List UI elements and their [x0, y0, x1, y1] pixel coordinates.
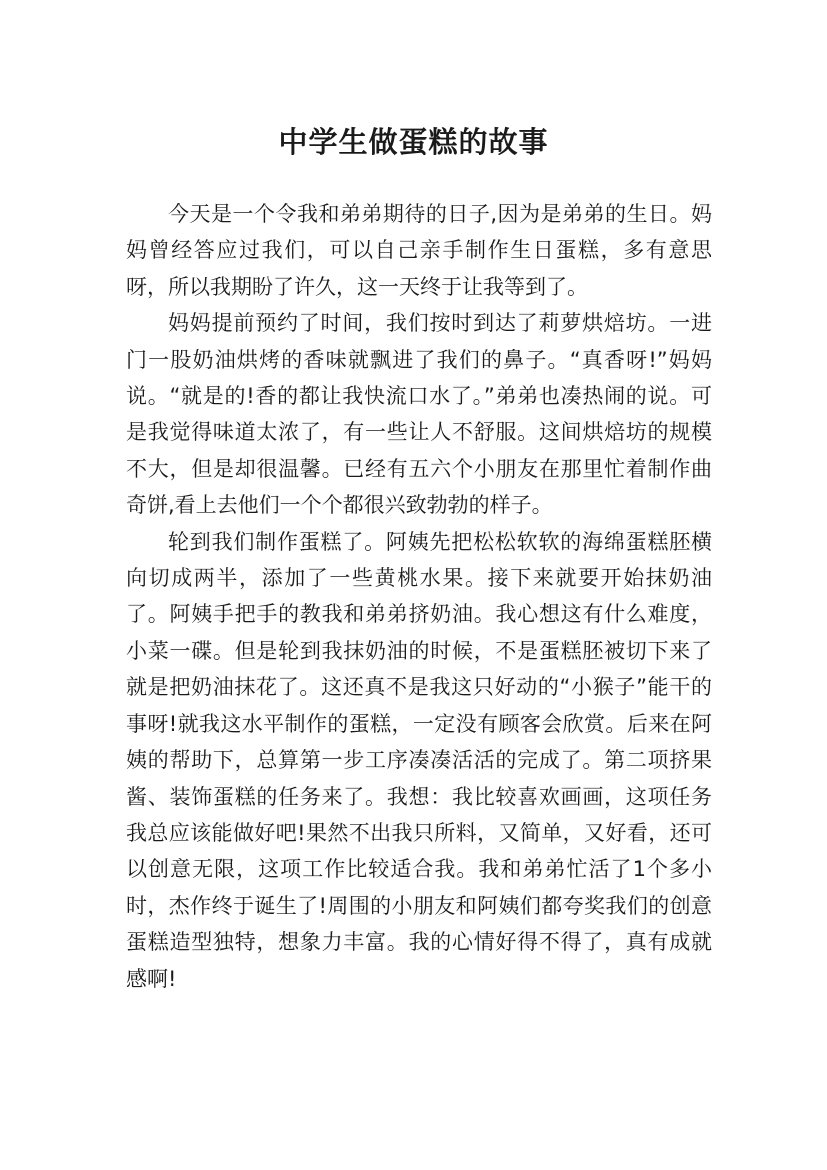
- document-title: 中学生做蛋糕的故事: [278, 125, 549, 160]
- document-body: [126, 196, 712, 997]
- paragraph-3: 轮到我们制作蛋糕了。阿姨先把松松软软的海绵蛋糕胚横向切成两半，添加了一些黄桃水果。接下来就要开始抹奶油了。阿姨手把手的教我和弟弟挤奶油。我心想这有什么难度，小菜一碟。但是轮到我抹奶油的时候，不是蛋糕胚被切下来了就是把奶油抹花了。这还真不是我这只好动的“小猴子”能干的事呀!就我这水平制作的蛋糕，一定没有顾客会欣赏。后来在阿姨的帮助下，总算第一步工序凑凑活活的完成了。第二项挤果酱、装饰蛋糕的任务来了。我想：我比较喜欢画画，这项任务我总应该能做好吧!果然不出我只所料，又简单，又好看，还可以创意无限，这项工作比较适合我。我和弟弟忙活了1个多小时，杰作终于诞生了!周围的小朋友和阿姨们都夸奖我们的创意蛋糕造型独特，想象力丰富。我的心情好得不得了，真有成就感啊!: [126, 529, 712, 991]
- paragraph-2: 妈妈提前预约了时间，我们按时到达了莉萝烘焙坊。一进门一股奶油烘烤的香味就飘进了我们的鼻子。“真香呀!”妈妈说。“就是的!香的都让我快流口水了。”弟弟也凑热闹的说。可是我觉得味道太浓了，有一些让人不舒服。这间烘焙坊的规模不大，但是却很温馨。已经有五六个小朋友在那里忙着制作曲奇饼,看上去他们一个个都很兴致勃勃的样子。: [126, 311, 712, 518]
- paragraph-1: 今天是一个令我和弟弟期待的日子,因为是弟弟的生日。妈妈曾经答应过我们，可以自己亲手制作生日蛋糕，多有意思呀，所以我期盼了许久，这一天终于让我等到了。: [126, 202, 712, 299]
